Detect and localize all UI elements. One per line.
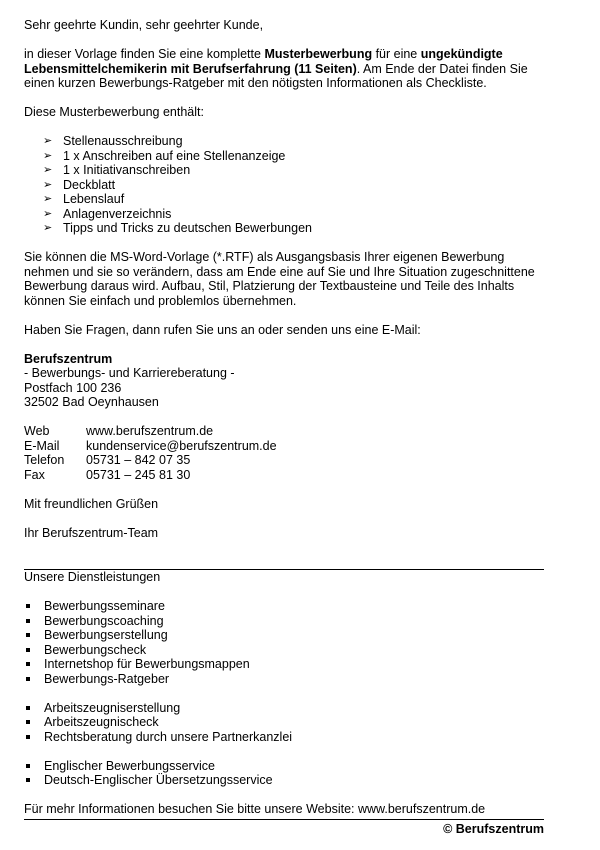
contents-heading: Diese Musterbewerbung enthält: <box>24 105 204 119</box>
phone-value: 05731 – 842 07 35 <box>86 453 191 467</box>
services-heading: Unsere Dienstleistungen <box>24 570 161 584</box>
email-link[interactable]: kundenservice@berufszentrum.de <box>86 438 277 453</box>
list-item: Bewerbungscheck <box>24 643 544 658</box>
questions-paragraph: Haben Sie Fragen, dann rufen Sie uns an oder senden uns eine E-Mail: <box>24 322 421 337</box>
usage-paragraph: Sie können die MS-Word-Vorlage (*.RTF) als Ausgangsbasis Ihrer eigenen Bewerbung nehmen und sie so verändern, dass am Ende eine auf Sie und Ihre Situation zugeschnittene Bewerbung daraus wird. Aufbau, Stil, Platzierung der Textbausteine und Teile des Inhalts können Sie einfach und problemlos übernehmen. <box>24 250 535 308</box>
arrow-bullet-icon: ➢ <box>43 135 53 147</box>
fax-value: 05731 – 245 81 30 <box>86 467 191 482</box>
list-item: Deutsch-Englischer Übersetzungsservice <box>24 773 544 788</box>
company-name: Berufszentrum <box>24 351 113 366</box>
arrow-bullet-icon: ➢ <box>43 149 53 162</box>
square-bullet-icon <box>26 648 30 652</box>
website-link[interactable]: www.berufszentrum.de <box>86 424 214 438</box>
arrow-bullet-icon: ➢ <box>43 207 53 220</box>
document-body <box>24 18 544 836</box>
list-item: Rechtsberatung durch unsere Partnerkanzlei <box>24 730 544 745</box>
address-line: - Bewerbungs- und Karriereberatung - <box>24 366 235 380</box>
list-item: ➢ Stellenausschreibung <box>43 134 183 148</box>
arrow-bullet-icon: ➢ <box>43 164 53 176</box>
square-bullet-icon <box>26 706 30 710</box>
contents-list <box>24 134 544 236</box>
list-item: ➢ Lebenslauf <box>43 192 125 206</box>
footer-info: Für mehr Informationen besuchen Sie bitte unsere Website: www.berufszentrum.de <box>24 802 544 820</box>
square-bullet-icon <box>26 619 30 623</box>
list-item: Bewerbungs-Ratgeber <box>24 672 544 687</box>
table-row <box>24 468 277 483</box>
square-bullet-icon <box>26 720 30 724</box>
signature: Ihr Berufszentrum-Team <box>24 525 159 540</box>
list-item: Englischer Bewerbungsservice <box>24 759 544 774</box>
intro-bold-2: ungekündigte Lebensmittelchemikerin mit Berufserfahrung (11 Seiten) <box>24 47 503 76</box>
square-bullet-icon <box>26 778 30 782</box>
contact-label: Web <box>24 424 50 438</box>
square-bullet-icon <box>26 764 30 768</box>
square-bullet-icon <box>26 662 30 666</box>
copyright: © Berufszentrum <box>443 821 544 836</box>
arrow-bullet-icon: ➢ <box>43 222 53 234</box>
table-row <box>24 439 277 454</box>
square-bullet-icon <box>26 677 30 681</box>
square-bullet-icon <box>26 735 30 739</box>
list-item: ➢ 1 x Anschreiben auf eine Stellenanzeige <box>43 148 286 163</box>
address-block <box>24 352 544 410</box>
contact-label: Telefon <box>24 453 65 467</box>
arrow-bullet-icon: ➢ <box>43 178 53 191</box>
list-item: Bewerbungscoaching <box>24 614 544 629</box>
closing: Mit freundlichen Grüßen <box>24 496 159 511</box>
list-item: ➢ Tipps und Tricks zu deutschen Bewerbungen <box>43 221 312 235</box>
arrow-bullet-icon: ➢ <box>43 193 53 205</box>
address-line: Postfach 100 236 <box>24 380 122 395</box>
intro-paragraph <box>24 47 544 91</box>
intro-text-2: für eine <box>372 47 421 61</box>
list-item: ➢ 1 x Initiativanschreiben <box>43 163 191 177</box>
address-line: 32502 Bad Oeynhausen <box>24 395 159 409</box>
table-row <box>24 424 277 439</box>
services-list <box>24 701 544 745</box>
contact-label: Fax <box>24 467 45 482</box>
services-list <box>24 759 544 788</box>
services-list <box>24 599 544 686</box>
list-item: Bewerbungsseminare <box>24 599 544 614</box>
intro-text-1: in dieser Vorlage finden Sie eine komplette <box>24 47 265 61</box>
salutation: Sehr geehrte Kundin, sehr geehrter Kunde, <box>24 18 264 32</box>
table-row <box>24 453 277 468</box>
list-item: Bewerbungserstellung <box>24 628 544 643</box>
intro-text-3: . Am Ende der Datei finden Sie einen kurzen Bewerbungs-Ratgeber mit den nötigsten Informationen als Checkliste. <box>24 61 528 90</box>
contact-table <box>24 424 277 482</box>
list-item: Arbeitszeugniserstellung <box>24 701 544 716</box>
list-item: ➢ Deckblatt <box>43 177 116 192</box>
intro-bold-1: Musterbewerbung <box>264 47 373 61</box>
square-bullet-icon <box>26 604 30 608</box>
list-item: Internetshop für Bewerbungsmappen <box>24 657 544 672</box>
square-bullet-icon <box>26 633 30 637</box>
contact-label: E-Mail <box>24 438 60 453</box>
list-item: Arbeitszeugnischeck <box>24 715 544 730</box>
list-item: ➢ Anlagenverzeichnis <box>43 206 172 221</box>
